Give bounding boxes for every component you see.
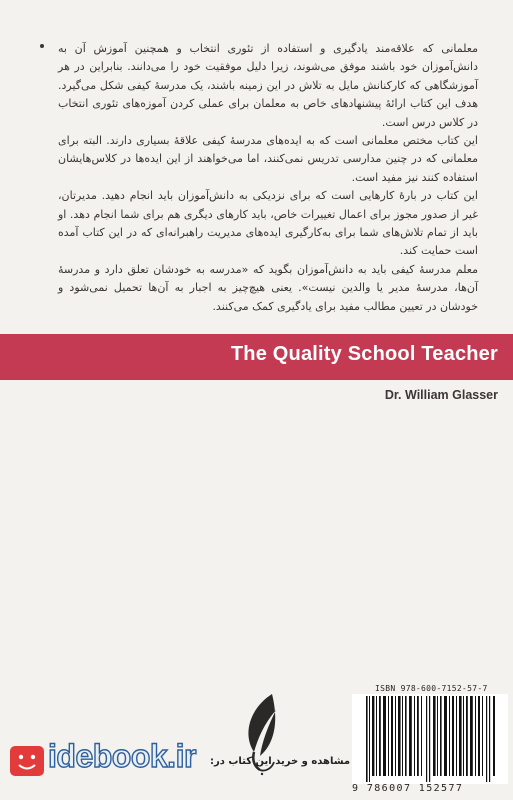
barcode <box>352 694 508 784</box>
watermark-brand: idebook.ir <box>48 738 196 774</box>
isbn-label: ISBN 978-600-7152-57-7 <box>375 684 488 693</box>
english-title: The Quality School Teacher <box>230 343 498 365</box>
paragraph-2: این کتاب مختص معلمانی است که به ایده‌های مدرسهٔ کیفی علاقهٔ بسیاری دارند. البته برای معلمانی که در چنین مدارسی تدریس نمی‌کنند، اما می‌خواهند از این ایده‌ها در کلاس‌هایشان استفاده کنند نیز مفید است. <box>58 134 478 184</box>
paragraph-3: این کتاب در بارهٔ کارهایی است که برای نزدیکی به دانش‌آموزان باید انجام دهید. مدیرتان، غیر از صدور مجوز برای اعمال تغییرات خاص، باید کارهای دیگری هم برای شما انجام دهد. او باید از تمام تلاش‌های شما برای به‌کارگیری ایده‌های مدیریت راهبرانه‌ای که در این کتاب آمده است حمایت کند. <box>58 189 478 258</box>
site-watermark <box>0 736 351 784</box>
barcode-number: 9 786007 152577 <box>352 783 464 794</box>
paragraph-4: معلم مدرسهٔ کیفی باید به دانش‌آموزان بگوید که «مدرسه به خودشان تعلق دارد و مدرسهٔ آن‌ها، مدرسهٔ مدیر یا والدین نیست». یعنی هیچ‌چیز به اجبار به آن‌ها تحمیل نمی‌شود و خودشان در تعیین مطالب مفید برای یادگیری کمک می‌کنند. <box>58 262 478 313</box>
smiling-book-icon <box>8 742 48 780</box>
bullet-dot <box>40 44 44 48</box>
watermark-caption: مشاهده و خرید این کتاب در: <box>210 756 351 767</box>
back-cover-description <box>58 40 478 316</box>
author-name: Dr. William Glasser <box>384 388 498 402</box>
paragraph-1: معلمانی که علاقه‌مند یادگیری و استفاده از تئوری انتخاب و همچنین آموزش آن به دانش‌آموزان خود باشند موفق می‌شوند، زیرا دلیل موفقیت خود را می‌دانند. بنابراین در هر آموزشگاهی که کارکنانش مایل به تلاش در این زمینه باشند، یک مدرسهٔ کیفی شکل می‌گیرد. هدف این کتاب ارائهٔ پیشنهادهای خاص به معلمان برای عملی کردن آموزه‌های تئوری انتخاب در کلاس درس است. <box>58 42 478 129</box>
title-band <box>0 334 513 380</box>
